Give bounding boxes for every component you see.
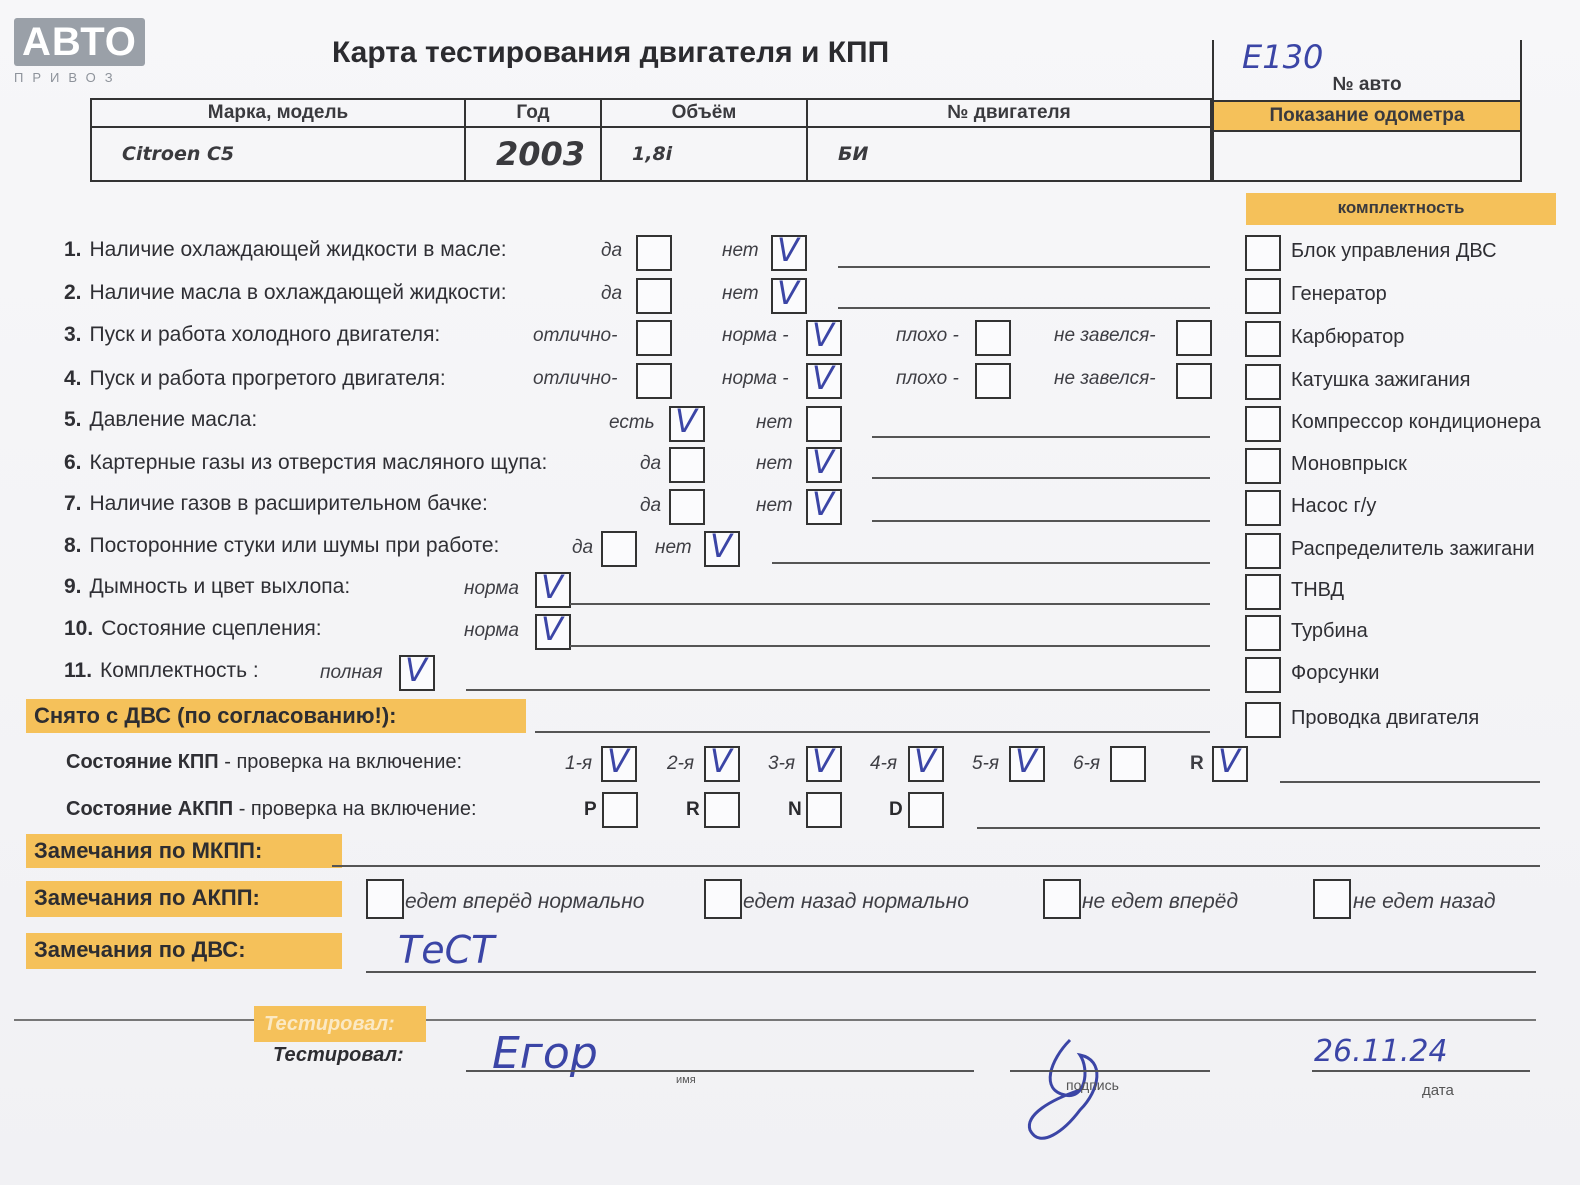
akpp-gear-label: N xyxy=(788,799,802,820)
separator-line xyxy=(14,1019,1536,1021)
fill-line xyxy=(772,562,1210,564)
checkbox[interactable] xyxy=(704,527,740,567)
kit-checkbox[interactable] xyxy=(1245,321,1281,357)
option-label: не завелся- xyxy=(1054,368,1156,389)
fill-line xyxy=(872,520,1210,522)
kit-checkbox[interactable] xyxy=(1245,448,1281,484)
gear-label: 1-я xyxy=(565,753,593,774)
check-row xyxy=(64,238,507,262)
fill-line xyxy=(872,436,1210,438)
kit-checkbox[interactable] xyxy=(1245,406,1281,442)
kit-checkbox[interactable] xyxy=(1245,364,1281,400)
akpp-label-bold: Состояние АКПП xyxy=(66,798,234,820)
kit-item: ТНВД xyxy=(1291,579,1345,601)
option-label: полная xyxy=(320,662,383,683)
checkbox[interactable] xyxy=(636,235,672,271)
checkbox[interactable] xyxy=(535,610,571,650)
kit-item: Катушка зажигания xyxy=(1291,369,1471,391)
check-number: 2. xyxy=(64,281,82,304)
check-mark: V xyxy=(812,742,834,780)
checkbox[interactable] xyxy=(636,278,672,314)
option-label: нет xyxy=(756,453,793,474)
check-number: 1. xyxy=(64,238,82,261)
kpp-label-rest: - проверка на включение: xyxy=(218,751,463,773)
value-model: Citroen C5 xyxy=(91,127,465,181)
akpp-gear-label: R xyxy=(686,799,700,820)
check-mark: V xyxy=(812,443,834,481)
signature-line xyxy=(1010,1070,1210,1072)
checkbox[interactable] xyxy=(771,274,807,314)
check-number: 7. xyxy=(64,492,82,515)
kit-checkbox[interactable] xyxy=(1245,574,1281,610)
value-volume: 1,8i xyxy=(601,127,807,181)
remarks-dvs-value: ТеСТ xyxy=(398,928,495,972)
option-label: да xyxy=(601,283,623,304)
col-volume: Объём xyxy=(601,99,807,127)
gear-checkbox[interactable] xyxy=(1212,742,1248,782)
name-line xyxy=(466,1070,974,1072)
akpp-label-rest: - проверка на включение: xyxy=(233,798,477,820)
kit-checkbox[interactable] xyxy=(1245,278,1281,314)
checkbox[interactable] xyxy=(806,485,842,525)
fill-line xyxy=(570,603,1210,605)
check-mark: V xyxy=(1015,742,1037,780)
gear-label: 3-я xyxy=(768,753,796,774)
check-number: 5. xyxy=(64,408,82,431)
akpp-checkbox[interactable] xyxy=(908,792,944,828)
logo-main: АВТО xyxy=(14,18,145,66)
akpp-checkbox[interactable] xyxy=(806,792,842,828)
checkbox[interactable] xyxy=(601,531,637,567)
gear-label: 2-я xyxy=(667,753,695,774)
signature-caption: подпись xyxy=(1066,1077,1119,1093)
fill-line xyxy=(838,307,1210,309)
gear-checkbox[interactable] xyxy=(704,742,740,782)
checkbox[interactable] xyxy=(399,651,435,691)
check-mark: V xyxy=(405,651,427,689)
check-mark: V xyxy=(710,527,732,565)
check-number: 3. xyxy=(64,323,82,346)
checkbox[interactable] xyxy=(806,406,842,442)
akpp-remark-checkbox[interactable] xyxy=(1043,879,1081,919)
fill-line xyxy=(977,827,1540,829)
akpp-gear-label: P xyxy=(584,799,597,820)
check-mark: V xyxy=(777,274,799,312)
kit-checkbox[interactable] xyxy=(1245,235,1281,271)
check-label: Комплектность : xyxy=(100,659,259,682)
remarks-dvs-label: Замечания по ДВС: xyxy=(26,933,342,969)
checkbox[interactable] xyxy=(806,443,842,483)
gear-checkbox[interactable] xyxy=(601,742,637,782)
check-label: Состояние сцепления: xyxy=(101,617,322,640)
kit-item: Проводка двигателя xyxy=(1291,707,1480,729)
check-label: Наличие охлаждающей жидкости в масле: xyxy=(89,238,507,261)
fill-line xyxy=(1280,781,1540,783)
akpp-remark-option: едет вперёд нормально xyxy=(405,890,645,913)
option-label: не завелся- xyxy=(1054,325,1156,346)
check-row xyxy=(64,408,257,432)
tested-label: Тестировал: xyxy=(273,1044,404,1066)
kit-item: Карбюратор xyxy=(1291,326,1405,348)
checkbox[interactable] xyxy=(806,359,842,399)
name-caption: имя xyxy=(676,1074,696,1086)
kit-checkbox[interactable] xyxy=(1245,533,1281,569)
option-label: норма - xyxy=(722,325,789,346)
kit-item: Насос г/у xyxy=(1291,495,1377,517)
check-label: Пуск и работа прогретого двигателя: xyxy=(89,367,446,390)
gear-checkbox[interactable] xyxy=(1009,742,1045,782)
option-label: да xyxy=(640,495,662,516)
check-label: Картерные газы из отверстия масляного щупа: xyxy=(89,451,548,474)
akpp-checkbox[interactable] xyxy=(704,792,740,828)
fill-line xyxy=(872,477,1210,479)
akpp-remark-option: едет назад нормально xyxy=(743,890,969,913)
kit-checkbox[interactable] xyxy=(1245,657,1281,693)
auto-number-value: E130 xyxy=(1242,38,1324,76)
akpp-remark-checkbox[interactable] xyxy=(366,879,404,919)
checkbox[interactable] xyxy=(636,363,672,399)
option-label: плохо - xyxy=(896,368,959,389)
col-engine-number: № двигателя xyxy=(807,99,1211,127)
akpp-remark-checkbox[interactable] xyxy=(1313,879,1351,919)
option-label: да xyxy=(601,240,623,261)
option-label: нет xyxy=(655,537,692,558)
value-engine-number: БИ xyxy=(807,127,1211,181)
checkbox[interactable] xyxy=(975,320,1011,356)
col-year: Год xyxy=(465,99,601,127)
option-label: норма xyxy=(464,620,519,641)
check-mark: V xyxy=(675,402,697,440)
check-label: Наличие газов в расширительном бачке: xyxy=(89,492,488,515)
check-mark: V xyxy=(812,316,834,354)
checkbox[interactable] xyxy=(669,402,705,442)
check-mark: V xyxy=(541,610,563,648)
check-mark: V xyxy=(914,742,936,780)
option-label: нет xyxy=(722,283,759,304)
akpp-checkbox[interactable] xyxy=(602,792,638,828)
check-mark: V xyxy=(812,359,834,397)
check-row xyxy=(64,281,507,305)
check-number: 11. xyxy=(64,659,93,682)
kit-item: Турбина xyxy=(1291,620,1368,642)
akpp-remark-checkbox[interactable] xyxy=(704,879,742,919)
check-mark: V xyxy=(710,742,732,780)
removed-label: Снято с ДВС (по согласованию!): xyxy=(26,699,526,733)
kit-checkbox[interactable] xyxy=(1245,702,1281,738)
check-mark: V xyxy=(541,568,563,606)
check-number: 10. xyxy=(64,617,94,640)
gear-label: 6-я xyxy=(1073,753,1101,774)
tested-date: 26.11.24 xyxy=(1314,1034,1448,1069)
check-number: 9. xyxy=(64,575,82,598)
gear-checkbox[interactable] xyxy=(908,742,944,782)
check-row xyxy=(64,492,488,516)
akpp-remark-option: не едет вперёд xyxy=(1082,890,1239,913)
tested-ghost-band xyxy=(254,1006,426,1042)
check-label: Пуск и работа холодного двигателя: xyxy=(89,323,441,346)
kit-checkbox[interactable] xyxy=(1245,490,1281,526)
option-label: норма - xyxy=(722,368,789,389)
akpp-gear-label: D xyxy=(889,799,903,820)
kit-item: Моновпрыск xyxy=(1291,453,1407,475)
check-number: 4. xyxy=(64,367,82,390)
option-label: норма xyxy=(464,578,519,599)
option-label: нет xyxy=(722,240,759,261)
logo-sub: ПРИВОЗ xyxy=(14,70,122,85)
logo xyxy=(14,18,145,85)
fill-line xyxy=(838,266,1210,268)
odometer-label: Показание одометра xyxy=(1214,100,1520,132)
tested-name: Егор xyxy=(492,1028,598,1079)
kit-item: Компрессор кондиционера xyxy=(1291,411,1541,433)
check-row xyxy=(64,451,547,475)
checkbox[interactable] xyxy=(669,489,705,525)
check-number: 8. xyxy=(64,534,82,557)
gear-checkbox[interactable] xyxy=(806,742,842,782)
checkbox[interactable] xyxy=(1176,320,1212,356)
signature xyxy=(1010,1030,1140,1160)
akpp-remark-option: не едет назад xyxy=(1353,890,1496,913)
tested-ghost-label: Тестировал: xyxy=(264,1013,395,1035)
kit-item: Форсунки xyxy=(1291,662,1380,684)
fill-line xyxy=(570,645,1210,647)
fill-line xyxy=(332,865,1540,867)
auto-number-label: № авто xyxy=(1332,74,1402,95)
gear-label: 4-я xyxy=(870,753,898,774)
check-row xyxy=(64,659,259,683)
check-row xyxy=(64,323,440,347)
check-label: Давление масла: xyxy=(89,408,258,431)
akpp-label xyxy=(66,798,477,821)
check-number: 6. xyxy=(64,451,82,474)
option-label: отлично- xyxy=(533,368,618,389)
auto-number-box xyxy=(1212,40,1522,182)
vehicle-table xyxy=(90,98,1212,182)
check-row xyxy=(64,575,350,599)
option-label: да xyxy=(572,537,594,558)
kit-item: Распределитель зажигани xyxy=(1291,538,1535,560)
option-label: да xyxy=(640,453,662,474)
kpp-label xyxy=(66,751,462,774)
checkbox[interactable] xyxy=(806,316,842,356)
col-model: Марка, модель xyxy=(91,99,465,127)
kit-heading: комплектность xyxy=(1246,193,1556,225)
kit-item: Блок управления ДВС xyxy=(1291,240,1497,262)
check-mark: V xyxy=(607,742,629,780)
checkbox[interactable] xyxy=(535,568,571,608)
option-label: нет xyxy=(756,495,793,516)
check-mark: V xyxy=(812,485,834,523)
kpp-label-bold: Состояние КПП xyxy=(66,751,219,773)
fill-line xyxy=(535,731,1210,733)
option-label: нет xyxy=(756,412,793,433)
gear-label: 5-я xyxy=(972,753,1000,774)
checkbox[interactable] xyxy=(636,320,672,356)
check-label: Посторонние стуки или шумы при работе: xyxy=(89,534,500,557)
check-row xyxy=(64,534,499,558)
remarks-mkpp-label: Замечания по МКПП: xyxy=(26,834,342,868)
gear-checkbox[interactable] xyxy=(1110,746,1146,782)
gear-label: R xyxy=(1190,753,1204,774)
date-line xyxy=(1312,1070,1530,1072)
option-label: отлично- xyxy=(533,325,618,346)
check-mark: V xyxy=(777,231,799,269)
page-title: Карта тестирования двигателя и КПП xyxy=(332,36,890,69)
check-row xyxy=(64,367,446,391)
checkbox[interactable] xyxy=(771,231,807,271)
option-label: есть xyxy=(609,412,655,433)
check-label: Наличие масла в охлаждающей жидкости: xyxy=(89,281,507,304)
check-label: Дымность и цвет выхлопа: xyxy=(89,575,351,598)
value-year: 2003 xyxy=(465,127,601,181)
check-mark: V xyxy=(1218,742,1240,780)
option-label: плохо - xyxy=(896,325,959,346)
kit-item: Генератор xyxy=(1291,283,1387,305)
checkbox[interactable] xyxy=(975,363,1011,399)
check-row xyxy=(64,617,322,641)
kit-checkbox[interactable] xyxy=(1245,615,1281,651)
remarks-akpp-label: Замечания по АКПП: xyxy=(26,881,342,917)
fill-line xyxy=(466,689,1210,691)
fill-line xyxy=(366,971,1536,973)
date-caption: дата xyxy=(1422,1082,1454,1099)
checkbox[interactable] xyxy=(669,447,705,483)
checkbox[interactable] xyxy=(1176,363,1212,399)
